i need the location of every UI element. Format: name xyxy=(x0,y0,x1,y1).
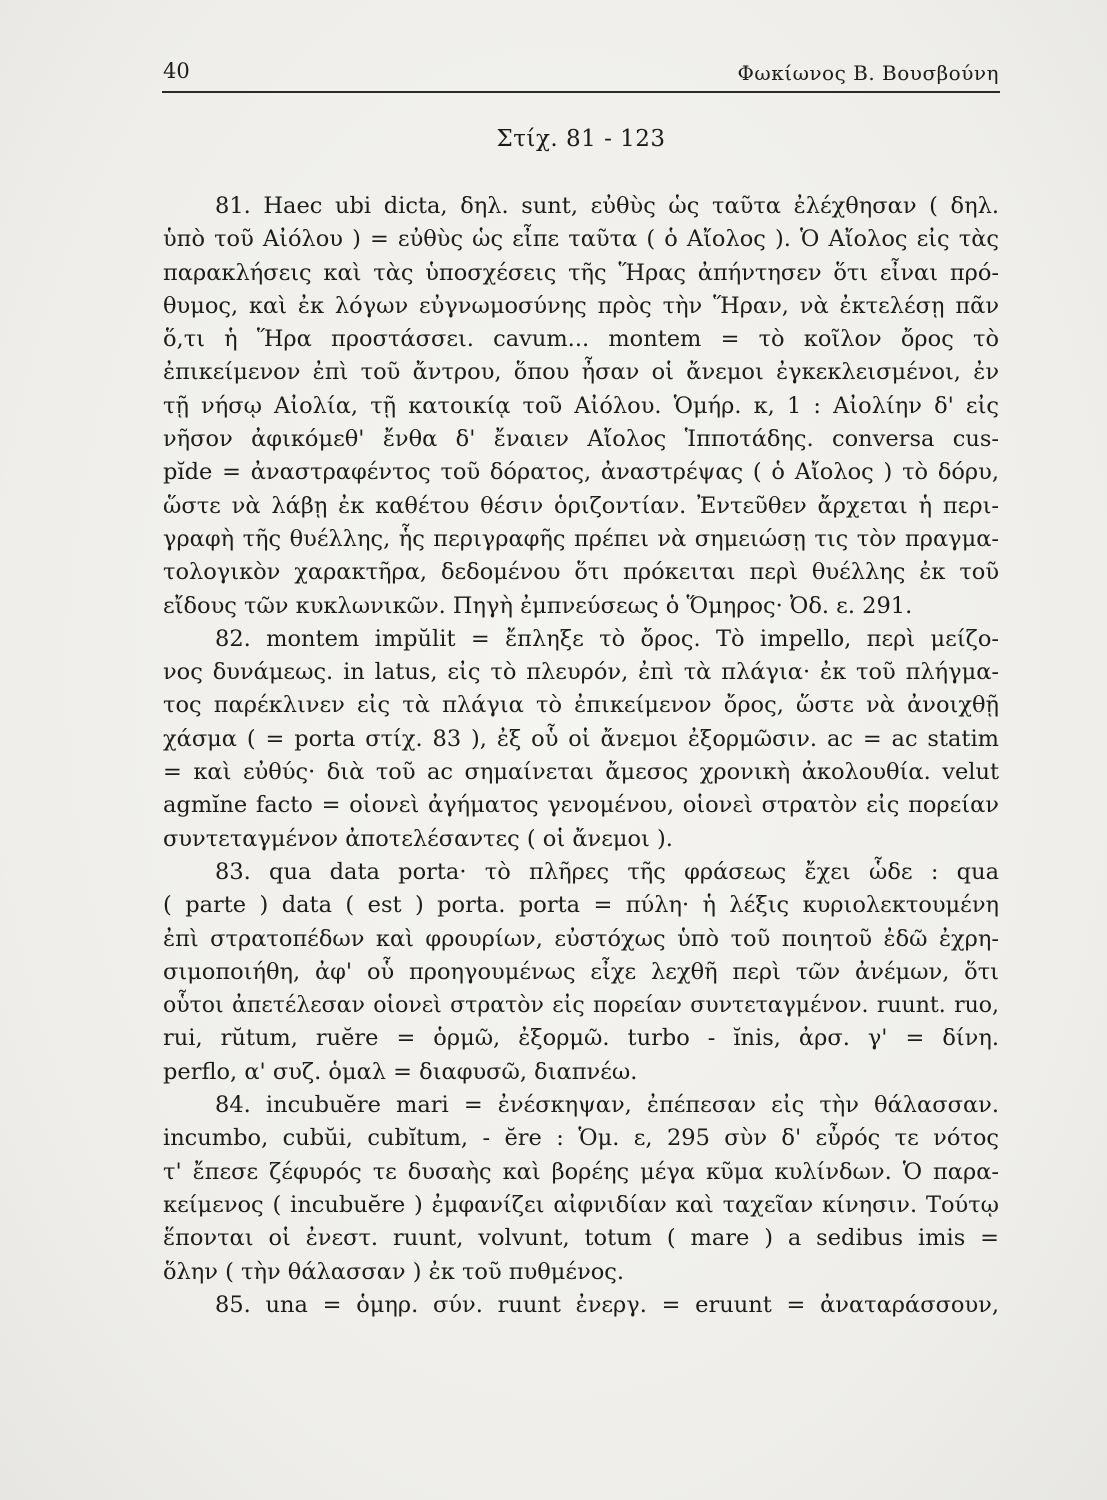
text-line: νῆσον ἀφικόμεθ' ἔνθα δ' ἔναιεν Αἴολος Ἱπποτάδης. conversa cus- xyxy=(163,426,999,453)
text-line: pĭde = ἀναστραφέντος τοῦ δόρατος, ἀναστρέψας ( ὁ Αἴολος ) τὸ δόρυ, xyxy=(163,459,999,486)
running-head xyxy=(163,56,999,90)
page-number: 40 xyxy=(163,59,190,83)
text-line: τ' ἔπεσε ζέφυρός τε δυσαὴς καὶ βορέης μέγα κῦμα κυλίνδων. Ὁ παρα- xyxy=(163,1158,999,1185)
text-line: τῇ νήσῳ Αἰολία, τῇ κατοικίᾳ τοῦ Αἰόλου. Ὁμήρ. κ, 1 : Αἰολίην δ' εἰς xyxy=(163,392,999,419)
text-line: 83. qua data porta· τὸ πλῆρες τῆς φράσεως ἔχει ὧδε : qua xyxy=(215,858,999,885)
text-line: γραφὴ τῆς θυέλλης, ἧς περιγραφῆς πρέπει νὰ σημειώσῃ τις τὸν πραγμα- xyxy=(163,525,999,552)
text-line: ὅ,τι ἡ Ἥρα προστάσσει. cavum... montem = τὸ κοῖλον ὄρος τὸ xyxy=(163,326,999,353)
text-line: χάσμα ( = porta στίχ. 83 ), ἐξ οὗ οἱ ἄνεμοι ἐξορμῶσιν. ac = ac statim xyxy=(163,725,999,752)
text-line: = καὶ εὐθύς· διὰ τοῦ ac σημαίνεται ἄμεσος χρονικὴ ἀκολουθία. velut xyxy=(163,759,999,786)
text-line: ὑπὸ τοῦ Αἰόλου ) = εὐθὺς ὡς εἶπε ταῦτα ( ὁ Αἴολος ). Ὁ Αἴολος εἰς τὰς xyxy=(163,226,999,253)
text-line: παρακλήσεις καὶ τὰς ὑποσχέσεις τῆς Ἥρας ἀπήντησεν ὅτι εἶναι πρό- xyxy=(163,259,999,286)
text-line: τος παρέκλινεν εἰς τὰ πλάγια τὸ ἐπικείμενον ὄρος, ὥστε νὰ ἀνοιχθῇ xyxy=(163,692,999,719)
text-line: 85. una = ὁμηρ. σύν. ruunt ἐνεργ. = eruunt = ἀναταράσσουν, xyxy=(215,1291,999,1318)
text-line: 82. montem impŭlit = ἔπληξε τὸ ὄρος. Τὸ impello, περὶ μείζο- xyxy=(215,625,999,652)
text-line: ἐπικείμενον ἐπὶ τοῦ ἄντρου, ὅπου ἦσαν οἱ ἄνεμοι ἐγκεκλεισμένοι, ἐν xyxy=(163,359,999,386)
text-line: νος δυνάμεως. in latus, εἰς τὸ πλευρόν, ἐπὶ τὰ πλάγια· ἐκ τοῦ πλήγμα- xyxy=(163,659,999,686)
text-line: θυμος, καὶ ἐκ λόγων εὐγνωμοσύνης πρὸς τὴν Ἥραν, νὰ ἐκτελέσῃ πᾶν xyxy=(163,292,999,319)
text-line: εἴδους τῶν κυκλωνικῶν. Πηγὴ ἐμπνεύσεως ὁ Ὅμηρος· Ὀδ. ε. 291. xyxy=(163,592,913,619)
text-line: 81. Haec ubi dicta, δηλ. sunt, εὐθὺς ὡς ταῦτα ἐλέχθησαν ( δηλ. xyxy=(215,193,999,219)
text-line: agmĭne facto = οἱονεὶ ἀγήματος γενομένου, οἱονεὶ στρατὸν εἰς πορείαν xyxy=(163,792,999,819)
header-author: Φωκίωνος Β. Βουσβούνη xyxy=(737,61,999,85)
text-line: συντεταγμένον ἀποτελέσαντες ( οἱ ἄνεμοι ). xyxy=(163,825,673,852)
text-line: perflo, α' συζ. ὁμαλ = διαφυσῶ, διαπνέω. xyxy=(163,1058,638,1085)
header-rule xyxy=(162,91,1000,93)
text-line: 84. incubuĕre mari = ἐνέσκηψαν, ἐπέπεσαν εἰς τὴν θάλασσαν. xyxy=(215,1092,999,1119)
text-line: οὗτοι ἀπετέλεσαν οἱονεὶ στρατὸν εἰς πορείαν συντεταγμένον. ruunt. ruo, xyxy=(163,993,999,1019)
text-line: rui, rŭtum, ruĕre = ὁρμῶ, ἐξορμῶ. turbo - ĭnis, ἀρσ. γ' = δίνη. xyxy=(163,1025,999,1052)
text-line: incumbo, cubŭi, cubĭtum, - ĕre : Ὁμ. ε, 295 σὺν δ' εὖρός τε νότος xyxy=(163,1125,999,1152)
section-title: Στίχ. 81 - 123 xyxy=(496,126,666,152)
text-line: ἐπὶ στρατοπέδων καὶ φρουρίων, εὐστόχως ὑπὸ τοῦ ποιητοῦ ἐδῶ ἐχρη- xyxy=(163,925,999,952)
text-line: ( parte ) data ( est ) porta. porta = πύλη· ἡ λέξις κυριολεκτουμένη xyxy=(163,892,999,919)
text-line: ἕπονται οἱ ἐνεστ. ruunt, volvunt, totum ( mare ) a sedibus imis = xyxy=(163,1225,999,1252)
text-line: κείμενος ( incubuĕre ) ἐμφανίζει αἰφνιδίαν καὶ ταχεῖαν κίνησιν. Τούτῳ xyxy=(163,1191,999,1218)
text-line: ὅλην ( τὴν θάλασσαν ) ἐκ τοῦ πυθμένος. xyxy=(163,1258,625,1285)
text-line: ὥστε νὰ λάβῃ ἐκ καθέτου θέσιν ὁριζοντίαν. Ἐντεῦθεν ἄρχεται ἡ περι- xyxy=(163,492,999,519)
text-line: τολογικὸν χαρακτῆρα, δεδομένου ὅτι πρόκειται περὶ θυέλλης ἐκ τοῦ xyxy=(163,559,999,586)
body-text xyxy=(163,190,999,1322)
text-line: σιμοποιήθη, ἀφ' οὗ προηγουμένως εἶχε λεχθῆ περὶ τῶν ἀνέμων, ὅτι xyxy=(163,958,999,985)
